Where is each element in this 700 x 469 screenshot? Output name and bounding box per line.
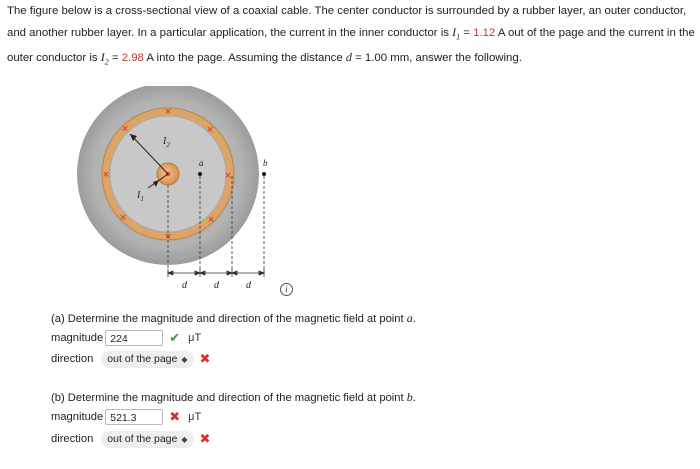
magnitude-label: magnitude [51,332,104,344]
i2-label: $I_2$ [163,136,170,149]
incorrect-x-icon: ✖ [199,431,211,446]
problem-text-2: A out of the page and the current in the outer conductor is [7,27,695,65]
part-b-question: (b) Determine the magnitude and direction of the magnetic field at point b. [51,390,416,404]
i1-value: 1.12 [473,27,496,39]
unit-label: μT [188,411,202,423]
incorrect-x-icon: ✖ [199,351,211,366]
d-symbol: d [345,50,352,65]
part-b-direction-row [51,429,210,449]
part-a-direction-select[interactable] [101,351,193,368]
x-mark-icon: × [164,232,172,242]
part-a-magnitude-input[interactable]: 224 [105,330,163,346]
point-a [198,172,202,176]
part-a-direction-row [51,349,210,369]
select-arrows-icon: ◆ [181,354,188,364]
part-b-direction-select[interactable] [101,431,193,448]
x-mark-icon: × [164,107,172,117]
x-mark-icon: × [102,170,110,180]
point-a-label: a [199,158,204,168]
direction-label: direction [51,353,94,365]
problem-text-3: A into the page. Assuming the distance [143,52,346,65]
problem-statement [7,1,695,73]
part-b-magnitude-row [51,407,201,427]
part-a-question: (a) Determine the magnitude and direction of the magnetic field at point a. [51,311,416,325]
select-arrows-icon: ◆ [181,434,188,444]
direction-selected-value: out of the page [107,432,178,445]
coaxial-cable-figure [60,86,290,296]
problem-text-4: = 1.00 mm, answer the following. [351,52,522,65]
x-mark-icon: × [119,213,127,223]
point-b [262,172,266,176]
magnitude-label: magnitude [51,411,104,423]
x-mark-icon: × [206,125,214,135]
x-mark-icon: × [207,215,215,225]
dimension-d-label-3: d [246,280,251,291]
i1-symbol: $I_1$ [452,25,461,42]
i1-label: $I_1$ [137,190,144,203]
x-mark-icon: × [224,171,232,181]
incorrect-x-icon: ✖ [169,409,181,424]
part-a-magnitude-row [51,328,201,348]
direction-label: direction [51,433,94,445]
dimension-d-label-2: d [214,280,219,291]
dimension-arrows [168,269,264,277]
info-icon[interactable]: i [280,283,293,296]
i2-value: 2.98 [121,52,144,65]
dimension-d-label-1: d [182,280,187,291]
i2-symbol: $I_2$ [100,50,109,67]
direction-selected-value: out of the page [107,352,178,365]
unit-label: μT [188,332,202,344]
equals-1: = [460,27,474,39]
point-b-label: b [263,158,268,168]
part-b-magnitude-input[interactable]: 521.3 [105,409,163,425]
x-mark-icon: × [121,124,129,134]
correct-check-icon: ✔ [169,330,181,345]
equals-2: = [108,52,122,65]
problem-text-1: The figure below is a cross-sectional view of a coaxial cable. The center conductor is surrounded by a rubber layer, an outer conductor, and another rubber layer. In a particular application, the current in the inner conductor is [7,5,687,39]
